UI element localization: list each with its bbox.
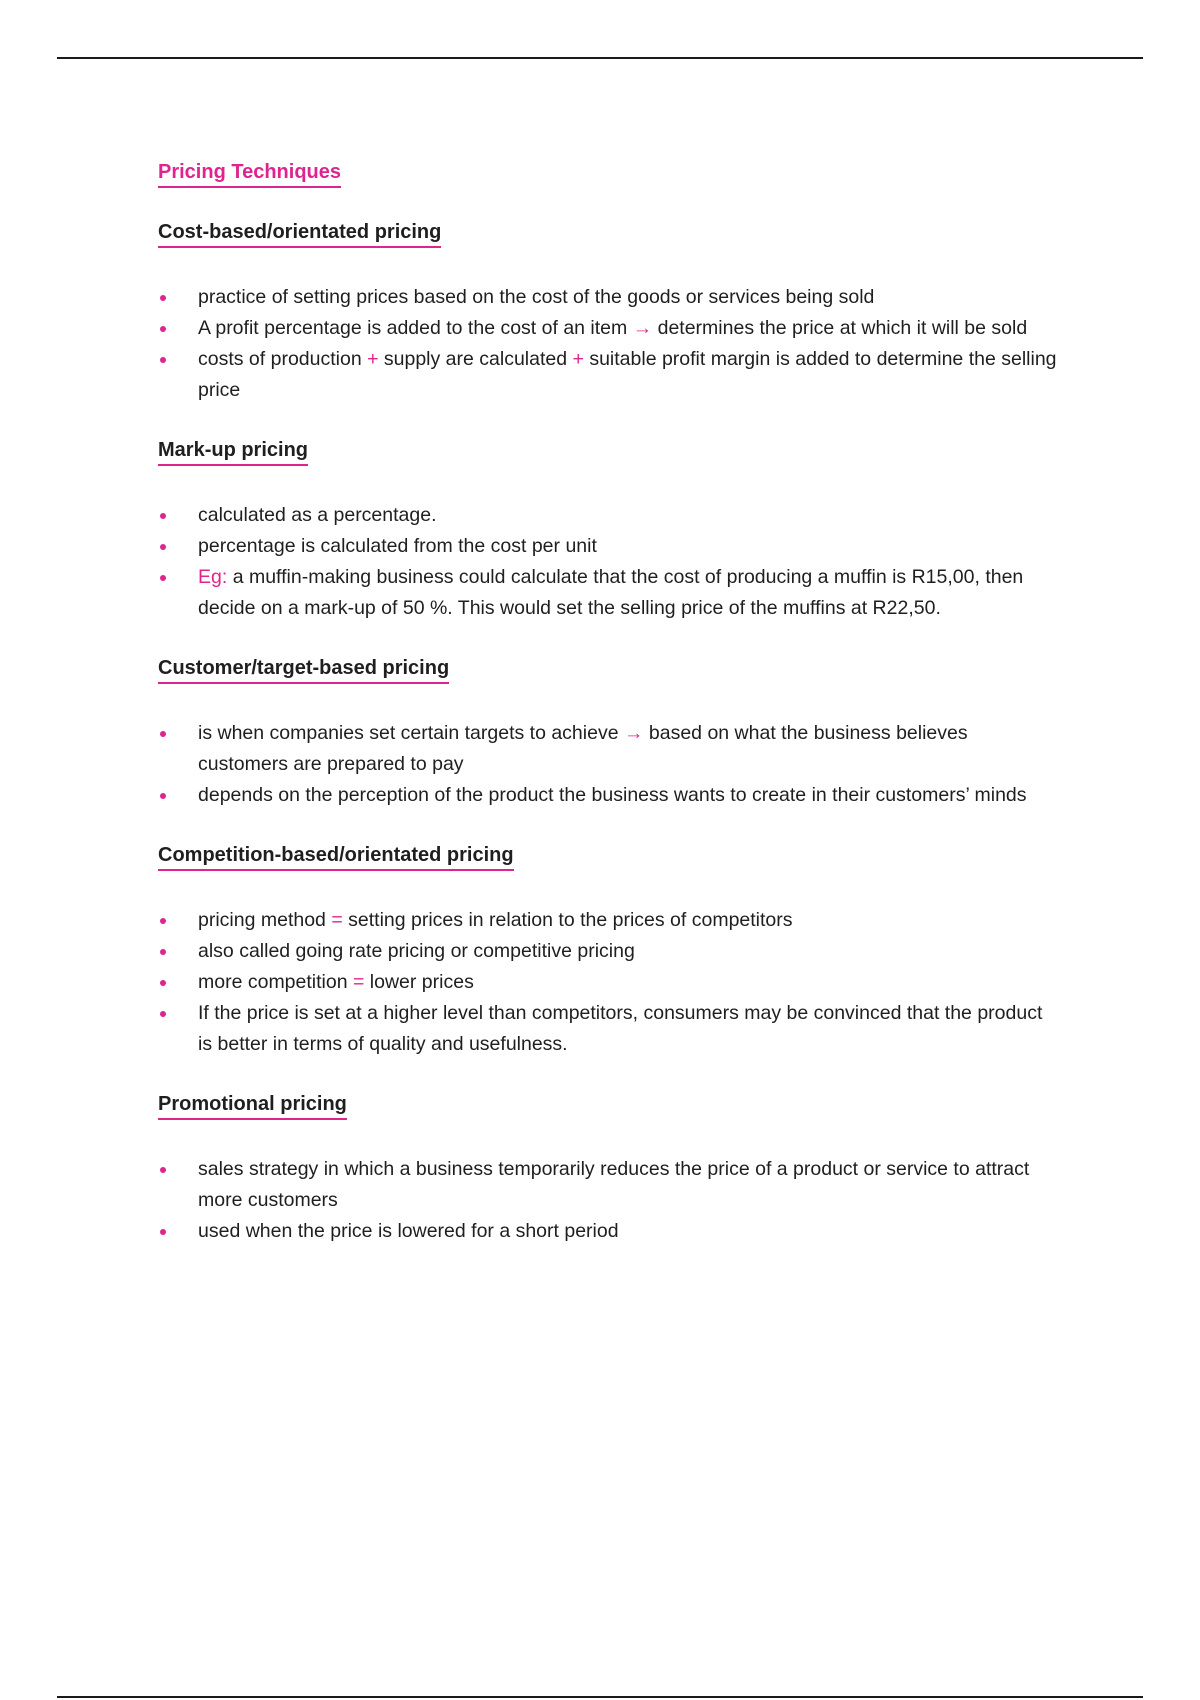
bullet-dot-icon	[160, 949, 166, 955]
bullet-dot-icon	[160, 575, 166, 581]
item-text: sales strategy in which a business temporarily reduces the price of a product or service to attract more customers	[198, 1158, 1030, 1211]
item-text: used when the price is lowered for a short period	[198, 1220, 619, 1242]
item-text: pricing method	[198, 909, 332, 931]
accent-text: =	[331, 909, 343, 931]
bullet-list	[158, 1154, 1058, 1247]
bullet-list	[158, 282, 1058, 406]
list-item	[158, 718, 1058, 780]
bullet-dot-icon	[160, 513, 166, 519]
item-text: calculated as a percentage.	[198, 504, 437, 526]
bullet-dot-icon	[160, 326, 166, 332]
item-text: a muffin-making business could calculate that the cost of producing a muffin is R15,00, then decide on a mark-up of 50 %. This would set the selling price of the muffins at R22,50.	[198, 566, 1024, 619]
accent-text: →	[632, 317, 653, 339]
list-item	[158, 1216, 1058, 1247]
item-text: If the price is set at a higher level than competitors, consumers may be convinced that the product is better in terms of quality and usefulness.	[198, 1002, 1043, 1055]
list-item	[158, 562, 1058, 624]
list-item	[158, 780, 1058, 811]
list-item	[158, 282, 1058, 313]
list-item	[158, 344, 1058, 406]
bullet-dot-icon	[160, 1167, 166, 1173]
page-title: Pricing Techniques	[158, 158, 341, 188]
bullet-dot-icon	[160, 357, 166, 363]
accent-text: =	[352, 971, 365, 993]
bullet-list	[158, 500, 1058, 624]
section	[158, 436, 1058, 624]
list-item	[158, 1154, 1058, 1216]
item-text: percentage is calculated from the cost per unit	[198, 535, 597, 557]
section	[158, 841, 1058, 1060]
bullet-dot-icon	[160, 793, 166, 799]
item-text: determines the price at which it will be sold	[652, 317, 1028, 339]
sections-container	[158, 218, 1058, 1247]
list-item	[158, 998, 1058, 1060]
bullet-dot-icon	[160, 731, 166, 737]
top-rule	[57, 57, 1143, 59]
list-item	[158, 905, 1058, 936]
item-text: is when companies set certain targets to achieve	[198, 722, 624, 744]
bullet-list	[158, 718, 1058, 811]
accent-text: Eg:	[198, 566, 228, 588]
list-item	[158, 936, 1058, 967]
bullet-dot-icon	[160, 1229, 166, 1235]
item-text: suitable profit margin is added to determine the selling price	[198, 348, 1057, 401]
bullet-dot-icon	[160, 1011, 166, 1017]
section	[158, 654, 1058, 811]
bullet-dot-icon	[160, 544, 166, 550]
section-heading: Competition-based/orientated pricing	[158, 841, 514, 871]
item-text: setting prices in relation to the prices of competitors	[342, 909, 793, 931]
section-heading: Mark-up pricing	[158, 436, 308, 466]
accent-text: →	[623, 722, 644, 744]
bottom-rule	[57, 1696, 1143, 1698]
section	[158, 218, 1058, 406]
bullet-dot-icon	[160, 918, 166, 924]
item-text: supply are calculated	[378, 348, 573, 370]
list-item	[158, 967, 1058, 998]
item-text: costs of production	[198, 348, 368, 370]
bullet-list	[158, 905, 1058, 1060]
item-text: A profit percentage is added to the cost of an item	[198, 317, 633, 339]
document-body	[158, 158, 1058, 1247]
section-heading: Promotional pricing	[158, 1090, 347, 1120]
bullet-dot-icon	[160, 980, 166, 986]
list-item	[158, 531, 1058, 562]
accent-text: +	[572, 348, 584, 370]
item-text: also called going rate pricing or competitive pricing	[198, 940, 635, 962]
item-text: more competition	[198, 971, 353, 993]
bullet-dot-icon	[160, 295, 166, 301]
item-text: lower prices	[364, 971, 474, 993]
item-text: practice of setting prices based on the cost of the goods or services being sold	[198, 286, 875, 308]
section-heading: Customer/target-based pricing	[158, 654, 449, 684]
list-item	[158, 500, 1058, 531]
section-heading: Cost-based/orientated pricing	[158, 218, 441, 248]
list-item	[158, 313, 1058, 344]
item-text: depends on the perception of the product the business wants to create in their customers’ minds	[198, 784, 1027, 806]
section	[158, 1090, 1058, 1247]
accent-text: +	[367, 348, 379, 370]
item-text: based on what the business believes customers are prepared to pay	[198, 722, 968, 775]
